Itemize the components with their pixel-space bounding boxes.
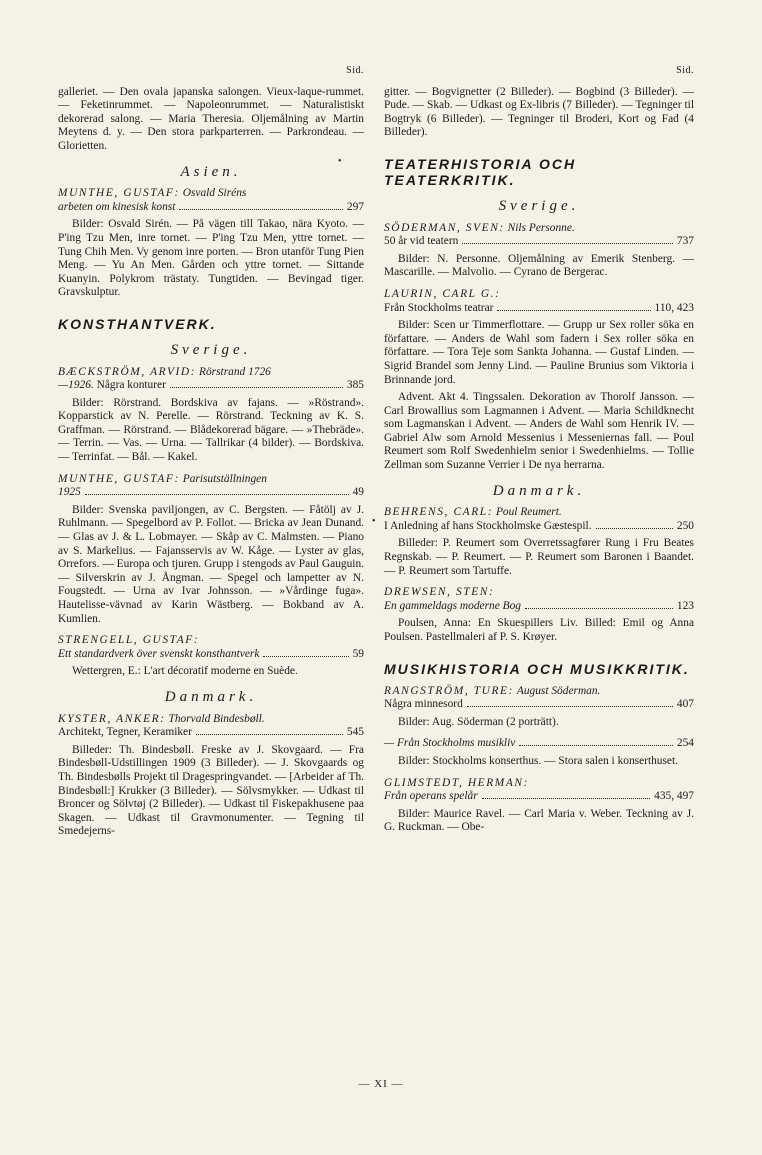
entry-fran-stockholm	[384, 737, 694, 768]
entry-drewsen	[384, 586, 694, 644]
page-number: 110, 423	[654, 301, 694, 314]
dot-leader	[467, 706, 673, 707]
entry-title: Från operans spelår	[384, 790, 478, 803]
entry-body: Bilder: Svenska paviljongen, av C. Bergsten. — Fåtölj av J. Ruhlmann. — Spegelbord av P. Follot. — Bricka av Jean Dunand. — Glas av J. & L. Lobmayer. — Skåp av C. Malmsten. — Piano av S. Markelius. — Fajansservis av W. Kåge. — Lyster av glas, Orrefors. — Europa och tjuren. Grupp i stengods av Paul Gauguin. — Silverskrin av J. Ångman. — Spegel och lampetter av N. Fougstedt. — Urna av Ivar Johnsson. — »Vårdinge fuga». Hautelisse-vävnad av Karin Wästberg. — Bokband av A. Kumlien.	[58, 503, 364, 625]
entry-body: Bilder: Maurice Ravel. — Carl Maria v. Weber. Teckning av J. G. Ruckman. — Obe-	[384, 807, 694, 834]
entry-body: Wettergren, E.: L'art décoratif moderne en Suède.	[72, 665, 298, 678]
dot-leader	[462, 243, 673, 244]
page-number: 254	[676, 737, 694, 750]
page-number: 49	[352, 486, 364, 499]
entry-title: Thorvald Bindesbøll.	[168, 712, 265, 725]
dot-leader	[85, 494, 349, 495]
entry-author: DREWSEN, STEN:	[384, 586, 495, 599]
entry-behrens	[384, 506, 694, 578]
dot-leader	[196, 734, 343, 735]
page-footer: — XI —	[358, 1078, 404, 1090]
page-number: 407	[676, 698, 694, 711]
entry-author: BEHRENS, CARL:	[384, 506, 494, 519]
print-mark: •	[338, 156, 342, 167]
subsection-asien: Asien.	[180, 163, 242, 180]
entry-munthe-paris	[58, 473, 364, 627]
entry-title-cont: I Anledning af hans Stockholmske Gæstespil.	[384, 519, 592, 532]
left-column	[58, 64, 364, 839]
entry-body: Billeder: P. Reumert som Overretssagfører Rung i Fru Beates Regnskab. — P. Reumert. — P. Reumert som Baronen i Baandet. — P. Reumert som Tartuffe.	[384, 537, 694, 577]
entry-title: — Från Stockholms musikliv	[384, 737, 516, 750]
dot-leader	[263, 656, 348, 657]
entry-soderman	[384, 222, 694, 280]
entry-body: Bilder: Stockholms konserthus. — Stora salen i konserthuset.	[398, 754, 678, 767]
entry-author: KYSTER, ANKER:	[58, 712, 166, 725]
entry-body: Bilder: Osvald Sirén. — På vägen till Takao, nära Kyoto. — P'ing Tzu Men, inre tornet. — P'ing Tzu Men, yttre tornet. — Tung Chih Men. Vy genom inre porten. — Bron utanför Tung Pien Meng. — Yu An Men. Gården och yttre tornet. — Sittande Kuanyin. Polykrom trästaty. Tungtiden. — Bevingad tiger. Gravskulptur.	[58, 218, 364, 299]
entry-body: Bilder: N. Personne. Oljemålning av Emerik Stenberg. — Mascarille. — Malvolio. — Cyrano de Bergerac.	[384, 252, 694, 279]
entry-strengell	[58, 634, 364, 679]
entry-body-cont: Advent. Akt 4. Tingssalen. Dekoration av Thorolf Jansson. — Carl Browallius som Lagmannen i Advent. — Maria Schildknecht som Lagmanskan i Advent. — Anders de Wahl som Henrik IV. — Gabriel Alw som Arnold Messenius i Messeniernas fall. — Poul Reumert som Rolf Swedenhielm senior i Swedenhielms. — Tollie Zellman som Suzanne Verrier i De nya herrarna.	[384, 391, 694, 472]
entry-rangstrom	[384, 685, 694, 730]
entry-title-cont: —1926.	[58, 379, 94, 392]
section-musikhistoria: MUSIKHISTORIA OCH MUSIKKRITIK.	[384, 660, 690, 677]
entry-title-plain: Några konturer	[96, 379, 166, 392]
page-number: 250	[676, 519, 694, 532]
entry-body: Bilder: Aug. Söderman (2 porträtt).	[398, 715, 559, 728]
entry-title: Rörstrand 1726	[199, 365, 271, 378]
entry-munthe-siren	[58, 187, 364, 300]
entry-body: Billeder: Th. Bindesbøll. Freske av J. Skovgaard. — Fra Bindesbøll-Udstillingen 1909 (3 Billeder). — J. Skovgaards og Th. Bindesbølls Projekt til Dragespringvandet. — [Arbeider af Th. Bindesbøll:] Krukker (3 Billeder). — Sölvsmykker. — Udkast til Broncer og Sölvtøj (2 Billeder). — Udkast til Fiskepakhusene paa Skagen. — Udkast til Gravmonumenter. — Tegning til Smedejerns-	[58, 743, 364, 838]
sid-label-left: Sid.	[346, 65, 364, 76]
entry-author: STRENGELL, GUSTAF:	[58, 634, 200, 647]
entry-title: Poul Reumert.	[495, 506, 562, 519]
entry-author: MUNTHE, GUSTAF:	[58, 472, 180, 485]
subsection-danmark: Danmark.	[164, 688, 258, 705]
subsection-sverige: Sverige.	[498, 197, 580, 214]
continued-text: gitter. — Bogvignetter (2 Billeder). — Bogbind (3 Billeder). — Pude. — Skab. — Udkast og Ex-libris (7 Billeder). — Tegninger til Bogtryk (6 Billeder). — Tegninger til Broderi, Kort og Fad (4 Billeder).	[384, 85, 694, 139]
entry-title: Osvald Siréns	[182, 187, 247, 200]
dot-leader	[596, 528, 673, 529]
entry-laurin	[384, 288, 694, 473]
entry-body: Bilder: Scen ur Timmerflottare. — Grupp ur Sex roller söka en författare. — Anders de Wahl som fadern i Sex roller söka en författare. — Tora Teje som Sankta Johanna. — Gustaf Linden. — Sigrid Brandel som Jenny Lind. — Pauline Brunius som Viktoria i Brinnande jord.	[384, 319, 694, 386]
print-mark: •	[372, 516, 376, 527]
section-konsthantverk: KONSTHANTVERK.	[58, 315, 217, 332]
dot-leader	[179, 209, 343, 210]
entry-glimstedt	[384, 777, 694, 835]
page-number: 123	[676, 599, 694, 612]
page-number: 545	[346, 726, 364, 739]
section-teaterhistoria: TEATERHISTORIA OCH TEATERKRITIK.	[384, 155, 577, 188]
entry-title: Ett standardverk över svenskt konsthantverk	[58, 647, 260, 660]
sid-label-right: Sid.	[676, 65, 694, 76]
entry-title: Från Stockholms teatrar	[384, 301, 494, 314]
subsection-danmark: Danmark.	[492, 482, 586, 499]
dot-leader	[497, 310, 650, 311]
page-number: 435, 497	[654, 790, 694, 803]
entry-kyster	[58, 713, 364, 839]
entry-title: Parisutställningen	[182, 472, 267, 485]
intro-text: galleriet. — Den ovala japanska salongen. Vieux-laque-rummet. — Feketinrummet. — Napoleonrummet. — Naturalistiskt dekorerad salong. — Maria Theresia. Oljemålning av Martin Meytens d. y. — Den stora parkparterren. — Parkrondeau. — Glorietten.	[58, 85, 364, 152]
entry-body: Bilder: Rörstrand. Bordskiva av fajans. — »Röstrand». Kopparstick av N. Perelle. — Rörstrand. Teckning av K. S. Graffman. — Rörstrand. — Blådekorerad bägare. — »Thebräde». — Terrin. — Vas. — Urna. — Tallrikar (4 bilder). — Bordskiva. — Terrinfat. — Bål. — Kakel.	[58, 396, 364, 464]
entry-author: BÆCKSTRÖM, ARVID:	[58, 365, 197, 378]
page-number: 59	[352, 647, 364, 660]
dot-leader	[519, 745, 673, 746]
dot-leader	[482, 798, 650, 799]
page-number: 385	[346, 379, 364, 392]
entry-author: SÖDERMAN, SVEN:	[384, 221, 505, 234]
entry-title-cont: Några minnesord	[384, 698, 463, 711]
page-number: 737	[676, 235, 694, 248]
entry-title-cont: arbeten om kinesisk konst	[58, 200, 176, 213]
entry-title: Nils Personne.	[507, 221, 575, 234]
right-column	[384, 64, 694, 835]
entry-baeckstrom	[58, 366, 364, 465]
entry-author: GLIMSTEDT, HERMAN:	[384, 776, 530, 789]
subsection-sverige: Sverige.	[170, 341, 252, 358]
dot-leader	[170, 387, 343, 388]
entry-title-cont: 50 år vid teatern	[384, 235, 459, 248]
entry-author: MUNTHE, GUSTAF:	[58, 187, 180, 200]
entry-author: LAURIN, CARL G.:	[384, 287, 501, 300]
entry-title-cont: 1925	[58, 486, 81, 499]
entry-title-cont: Architekt, Tegner, Keramiker	[58, 726, 192, 739]
dot-leader	[525, 608, 673, 609]
page-number: 297	[346, 200, 364, 213]
entry-body: Poulsen, Anna: En Skuespillers Liv. Billed: Emil og Anna Poulsen. Pastellmaleri af P. S. Krøyer.	[384, 617, 694, 643]
entry-title: August Söderman.	[516, 684, 601, 697]
entry-author: RANGSTRÖM, TURE:	[384, 684, 515, 697]
entry-title: En gammeldags moderne Bog	[384, 599, 521, 612]
